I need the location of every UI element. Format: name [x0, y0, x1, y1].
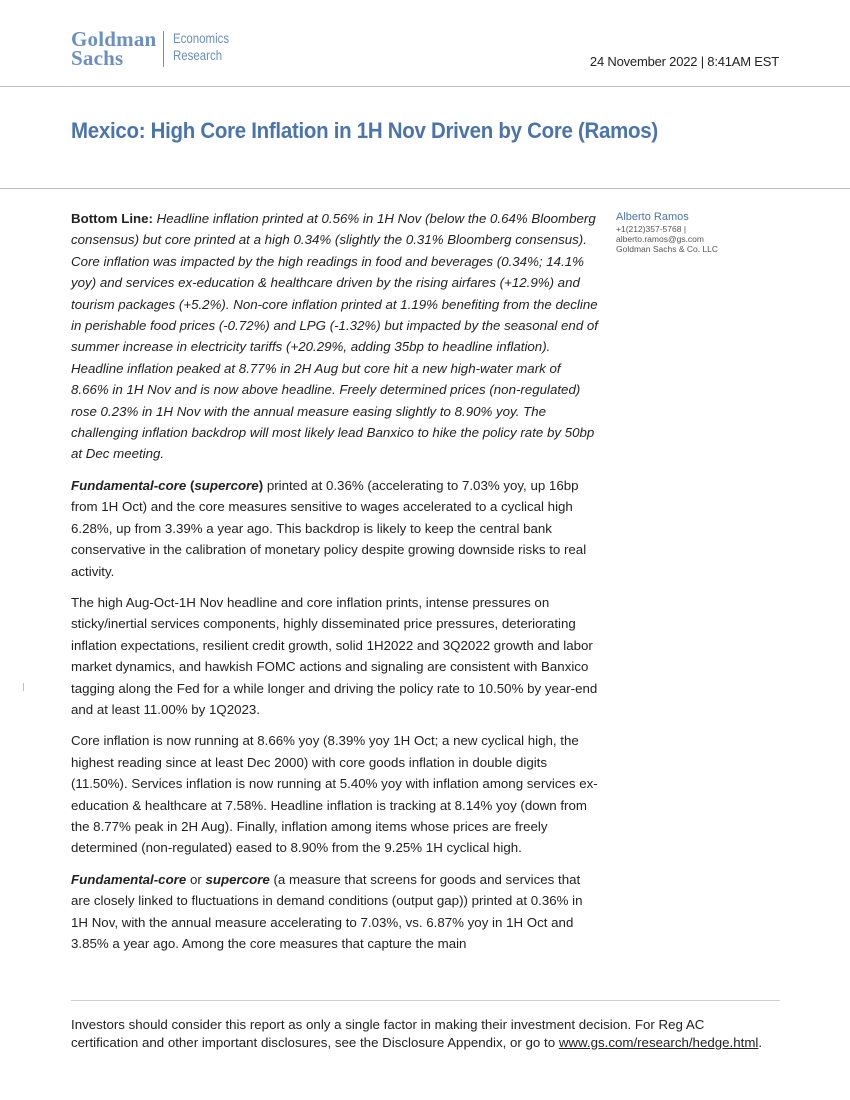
body-paragraph: The high Aug-Oct-1H Nov headline and core inflation prints, intense pressures on sticky/inertial services components, highly disseminated price pressures, deteriorating inflation expectations, resilient credit growth, solid 1H2022 and 3Q2022 growth and labor market dynamics, and hawkish FOMC actions and signaling are consistent with Banxico tagging along the Fed for a while longer and driving the policy rate to 10.50% by year-end and at least 11.00% by 1Q2023. — [71, 594, 598, 717]
logo-divider — [163, 31, 164, 67]
bottom-line-text: Headline inflation printed at 0.56% in 1H Nov (below the 0.64% Bloomberg consensus) but core printed at a high 0.34% (slightly the 0.31% Bloomberg consensus). Core inflation was impacted by the high readings in food and beverages (0.34%; 14.1% yoy) and services ex-education & healthcare driven by the rising airfares (+12.9%) and tourism packages (+5.2%). Non-core inflation printed at 1.19% benefiting from the decline in perishable food prices (-0.72%) and LPG (-1.32%) but impacted by the seasonal end of summer increase in electricity tariffs (+20.29%, adding 35bp to headline inflation). Headline inflation peaked at 8.77% in 2H Aug but core hit a new high-water mark of 8.66% in 1H Nov and is now above headline. Freely determined prices (non-regulated) rose 0.23% in 1H Nov with the annual measure easing slightly to 8.90% yoy. The challenging inflation backdrop will most likely lead Banxico to hike the policy rate by 50bp at Dec meeting. — [71, 211, 599, 462]
bottom-line-paragraph — [71, 208, 601, 465]
disclosure-footer: Investors should consider this report as only a single factor in making their investment decision. For Reg AC certification and other important disclosures, see the Disclosure Appendix, or go to www.gs.com/research/hedge.html. — [71, 1017, 763, 1050]
term-fundamental-core: Fundamental-core — [71, 871, 187, 887]
gs-logo — [71, 27, 242, 70]
logo-wordmark: Goldman Sachs — [71, 27, 157, 70]
term-supercore: supercore — [194, 477, 259, 493]
margin-mark — [23, 683, 24, 691]
term-supercore: supercore — [205, 871, 270, 887]
report-date: 24 November 2022 | 8:41AM EST — [589, 54, 779, 69]
body-paragraph: Core inflation is now running at 8.66% yoy (8.39% yoy 1H Oct; a new cyclical high, the highest reading since at least Dec 2000) with core goods inflation in double digits (11.50%). Services inflation is now running at 5.40% yoy with inflation among services ex-education & healthcare at 7.58%. Headline inflation is tracking at 8.14% yoy (down from the 8.77% peak in 2H Aug). Finally, inflation among items whose prices are freely determined (non-regulated) eased to 8.90% from the 9.25% 1H cyclical high. — [71, 733, 598, 856]
page-title: Mexico: High Core Inflation in 1H Nov Driven by Core (Ramos) — [71, 118, 658, 143]
bottom-line-label: Bottom Line: — [71, 211, 153, 226]
header-divider — [0, 86, 850, 87]
footer-divider — [71, 1000, 780, 1001]
body-paragraph: Fundamental-core (supercore) printed at 0.36% (accelerating to 7.03% yoy, up 16bp from 1H Oct) and the core measures sensitive to wages accelerated to a cyclical high 6.28%, up from 3.39% a year ago. This backdrop is likely to keep the central bank conservative in the calibration of monetary policy despite growing downside risks to real activity. — [71, 477, 587, 579]
disclosure-link[interactable]: www.gs.com/research/hedge.html — [558, 1034, 759, 1050]
author-email: alberto.ramos@gs.com — [616, 234, 704, 244]
division-name: Economics Research — [173, 30, 230, 63]
term-fundamental-core: Fundamental-core — [71, 477, 187, 493]
title-divider — [0, 188, 850, 189]
author-block — [616, 211, 786, 254]
author-phone: +1(212)357-5768 | — [616, 224, 687, 234]
report-body — [71, 208, 601, 964]
author-firm: Goldman Sachs & Co. LLC — [616, 244, 719, 254]
body-paragraph: Fundamental-core or supercore (a measure that screens for goods and services that are closely linked to fluctuations in demand conditions (output gap)) printed at 0.36% in 1H Nov, with the annual measure accelerating to 7.03%, vs. 6.87% yoy in 1H Oct and 3.85% a year ago. Among the core measures that capture the main — [71, 871, 583, 951]
author-name: Alberto Ramos — [616, 211, 689, 223]
